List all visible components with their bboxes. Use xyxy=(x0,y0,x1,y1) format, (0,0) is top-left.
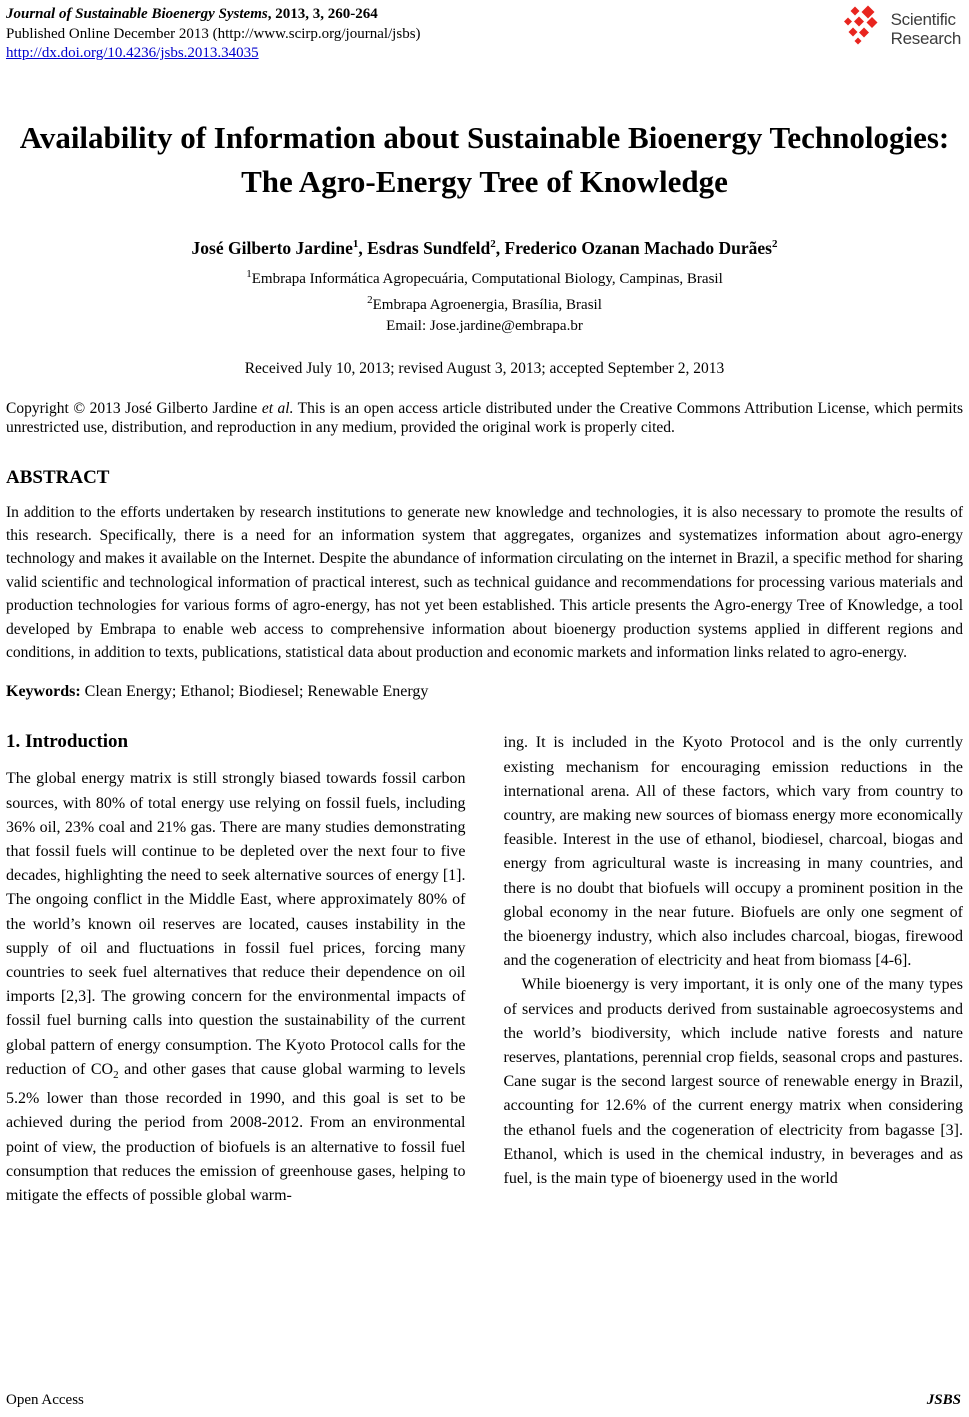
received-dates-line: Received July 10, 2013; revised August 3, 2013; accepted September 2, 2013 xyxy=(244,359,725,377)
author-3: , Frederico Ozanan Machado Durães xyxy=(495,237,772,258)
email-line: Email: Jose.jardine@embrapa.br xyxy=(386,317,583,334)
introduction-paragraph-left: The global energy matrix is still strongly biased towards fossil carbon sources, with 80% of total energy use relying on fossil fuels, including 36% oil, 23% coal and 21% gas. There are many studies demonstrating that fossil fuels will continue to be depleted over the next four to five decades, highlighting the need to seek alternative sources of energy [1]. The ongoing conflict in the Middle East, where approximately 80% of the world’s known oil reserves are located, causes instability in the supply of oil and fluctuations in fossil fuel prices, forcing many countries to seek fuel alternatives that reduce their dependence on oil imports [2,3]. The growing concern for the environmental impacts of fossil fuel burning calls into question the sustainability of the current global pattern of energy consumption. The Kyoto Protocol calls for the reduction of $CO_2$ and other gases that cause global warming to levels 5.2% lower than those recorded in 1990, and this goal is set to be achieved during the period from 2008-2012. From an environmental point of view, the production of biofuels is an alternative to fossil fuel consumption that reduces the emission of greenhouse gases, helping to mitigate the effects of possible global warm- xyxy=(6,770,466,1204)
introduction-paragraph-right-1: ing. It is included in the Kyoto Protocol and is the only currently existing mechanism for encouraging emission reductions in the international arena. All of these factors, which vary from country to country, are making new sources of biomass energy more economically feasible. Interest in the use of ethanol, biodiesel, charcoal, biogas and energy from agricultural waste is increasing in many countries, and there is no doubt that biofuels will occupy a prominent position in the global economy in the near future. Biofuels are only one segment of the bioenergy industry, which also includes charcoal, biogas, firewood and the cogeneration of electricity and heat from biomass [4-6]. xyxy=(503,734,963,970)
left-column xyxy=(6,731,466,1208)
article-title: Availability of Information about Sustainable Bioenergy Technologies: The Agro-Energy Tree of Knowledge xyxy=(19,119,950,199)
author-1: José Gilberto Jardine xyxy=(191,237,353,258)
author-2: , Esdras Sundfeld xyxy=(358,237,491,258)
keywords-label: Keywords: xyxy=(6,683,81,701)
et-al-italic: et al. xyxy=(261,399,294,417)
affiliation-1: $^1$Embrapa Informática Agropecuária, Computational Biology, Campinas, Brasil xyxy=(246,267,723,287)
journal-abbreviation: JSBS xyxy=(926,1392,961,1408)
abstract-heading: ABSTRACT xyxy=(6,466,110,488)
introduction-heading: 1. Introduction xyxy=(6,731,129,753)
abstract-text: In addition to the efforts undertaken by research institutions to generate new knowledge and technologies, it is also necessary to promote the results of this research. Specifically, there is a need for an information system that aggregates, organizes and systematizes information about agro-energy technology and makes it available on the Internet. Despite the abundance of information circulating on the internet in Brazil, a specific method for sharing valid scientific and technological information of practical interest, such as technical guidance and recommendations for processing various materials and production technologies for various forms of agro-energy, has not yet been established. This article presents the Agro-energy Tree of Knowledge, a tool developed by Embrapa to enable web access to comprehensive information about bioenergy production systems applied in different regions and conditions, in addition to texts, publications, statistical data about production and economic markets and information links related to agro-energy. xyxy=(6,503,963,661)
right-column xyxy=(504,731,964,1208)
introduction-paragraph-right-2: While bioenergy is very important, it is only one of the many types of services and products derived from sustainable agroecosystems and the world’s biodiversity, which include native forests and nature reserves, plantations, perennial crop fields, seasonal crops and pastures. Cane sugar is the second largest source of renewable energy in Brazil, accounting for 12.6% of the current energy matrix when considering the ethanol fuels and the cogeneration of electricity from bagasse [3]. Ethanol, which is used in the chemical industry, in beverages and as fuel, is the main type of bioenergy used in the world xyxy=(503,976,963,1187)
journal-issue-info: , 2013, 3, 260-264 xyxy=(267,6,378,22)
published-online-line: Published Online December 2013 (http://www.scirp.org/journal/jsbs) xyxy=(6,25,421,42)
authors-line xyxy=(6,238,963,259)
author-3-affiliation-mark: 2 xyxy=(771,237,778,250)
open-access-label: Open Access xyxy=(6,1392,84,1408)
affiliations-block xyxy=(6,264,963,337)
copyright-notice: Copyright © 2013 José Gilberto Jardine et al. This is an open access article distributed under the Creative Commons Attribution License, which permits unrestricted use, distribution, and reproduction in any medium, provided the original work is properly cited. xyxy=(6,399,964,436)
two-column-body xyxy=(6,731,963,1208)
keywords-line xyxy=(6,683,963,701)
journal-name: Journal of Sustainable Bioenergy Systems xyxy=(6,6,268,22)
affiliation-2: $^2$Embrapa Agroenergia, Brasília, Brasil xyxy=(367,293,602,313)
page-footer xyxy=(6,1392,961,1409)
author-2-affiliation-mark: 2 xyxy=(490,237,496,250)
logo-text: Scientific Research xyxy=(890,9,961,48)
journal-header xyxy=(6,5,963,64)
co2-subscript: 2 xyxy=(113,1068,119,1081)
doi-link[interactable]: http://dx.doi.org/10.4236/jsbs.2013.34035 xyxy=(6,45,259,61)
keywords-list: Clean Energy; Ethanol; Biodiesel; Renewable Energy xyxy=(80,683,429,701)
author-1-affiliation-mark: 1 xyxy=(352,237,359,250)
scientific-research-logo xyxy=(842,4,961,53)
scirp-diamonds-icon xyxy=(842,4,886,53)
journal-citation-line xyxy=(6,5,963,25)
